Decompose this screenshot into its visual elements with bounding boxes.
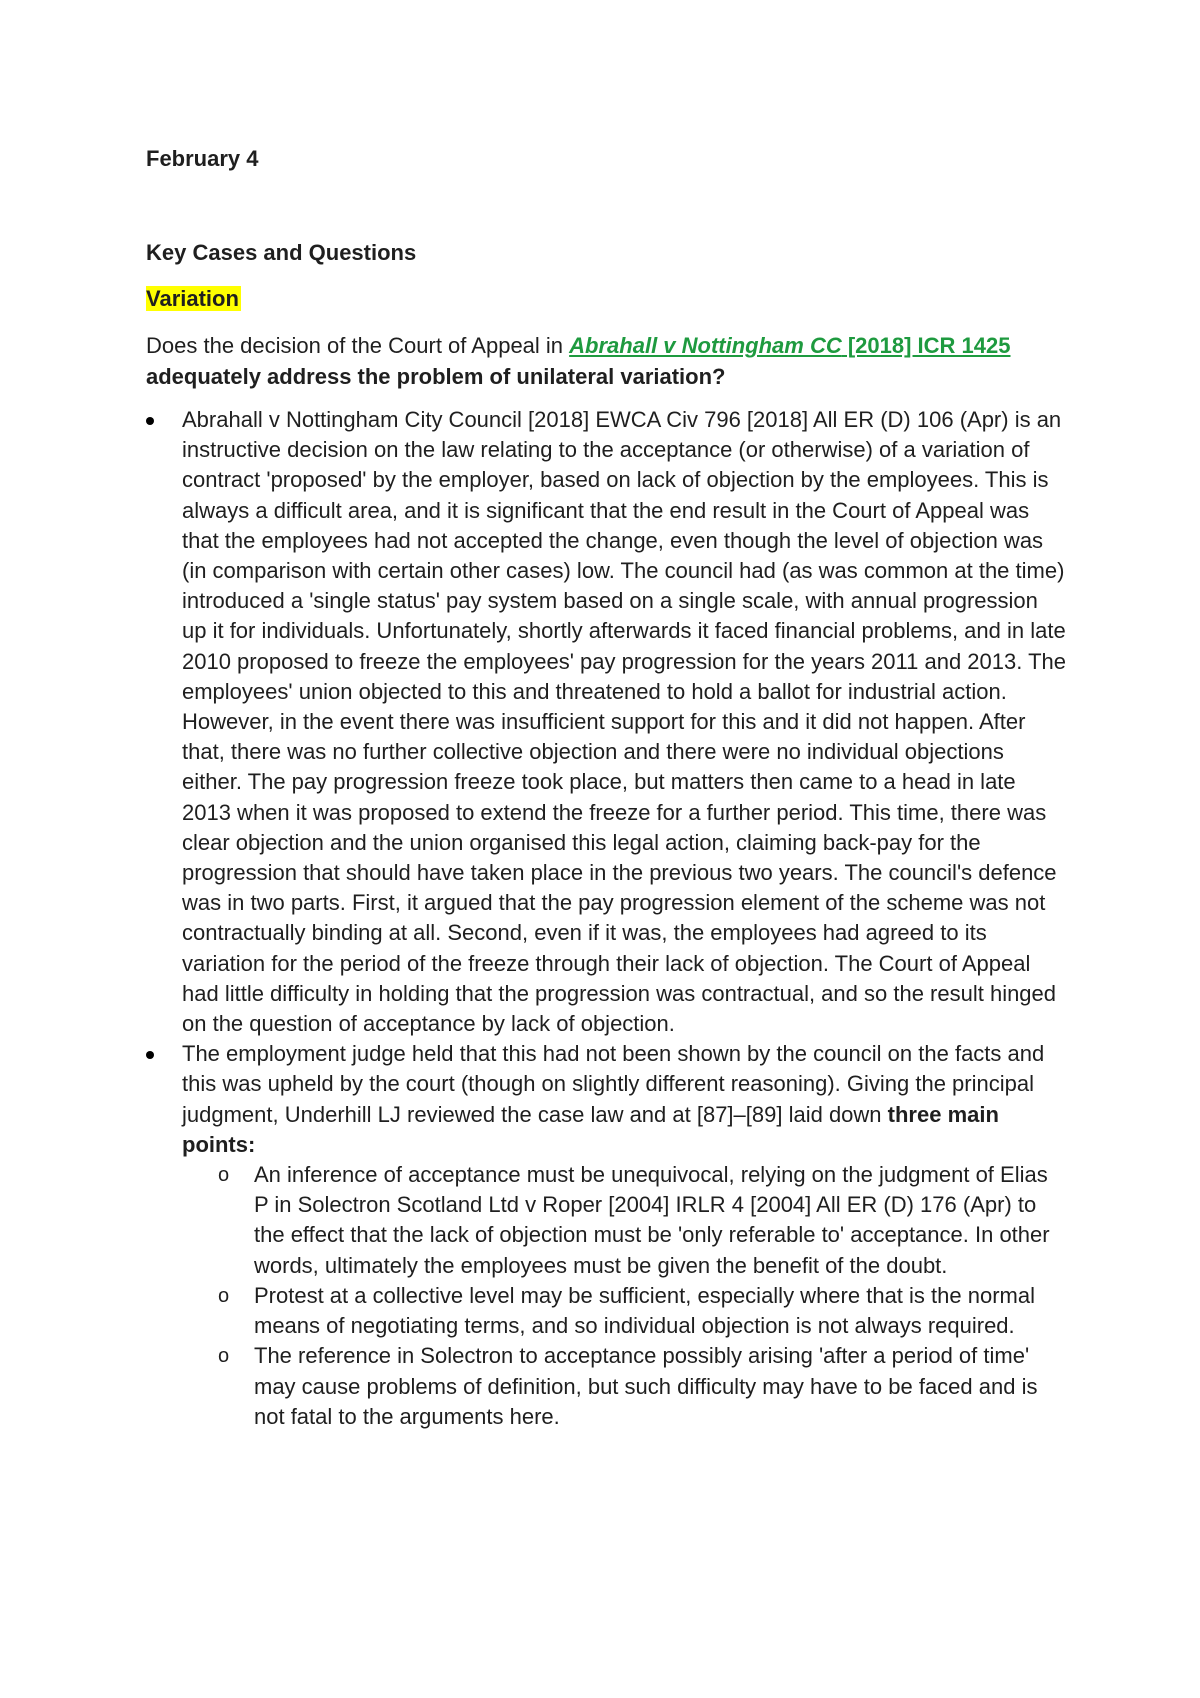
sub-list-item	[182, 1160, 1066, 1281]
date-heading: February 4	[146, 146, 259, 171]
sub-list-item	[182, 1341, 1066, 1432]
citation-link[interactable]: [2018] ICR 1425	[841, 333, 1011, 358]
topic-highlight: Variation	[146, 286, 239, 311]
bullet-dot-icon	[146, 417, 154, 425]
sub-list	[182, 1160, 1066, 1432]
topic-heading	[146, 286, 241, 312]
bullet-text: The employment judge held that this had not been shown by the council on the facts and this was upheld by the court (though on slightly different reasoning). Giving the principal judgment, Underhill LJ reviewed the case law and at [87]–[89] laid down	[182, 1041, 1045, 1127]
sub-bullet-marker: o	[218, 1284, 230, 1307]
sub-item-text: The reference in Solectron to acceptance possibly arising 'after a period of time' may cause problems of definition, but such difficulty may have to be faced and is not fatal to the arguments here.	[254, 1343, 1038, 1429]
list-item	[146, 1039, 1066, 1432]
bullet-bold-text: three main points:	[182, 1101, 999, 1157]
question-paragraph	[146, 330, 1066, 392]
sub-bullet-marker: o	[218, 1345, 230, 1368]
section-heading: Key Cases and Questions	[146, 240, 417, 265]
question-suffix: adequately address the problem of unilateral variation?	[146, 364, 726, 389]
sub-item-text: Protest at a collective level may be sufficient, especially where that is the normal means of negotiating terms, and so individual objection is not always required.	[254, 1282, 1035, 1339]
sub-item-text: An inference of acceptance must be unequivocal, relying on the judgment of Elias P in Solectron Scotland Ltd v Roper [2004] IRLR 4 [2004] All ER (D) 176 (Apr) to the effect that the lack of objection must be 'only referable to' acceptance. In other words, ultimately the employees must be given the benefit of the doubt.	[254, 1162, 1050, 1278]
bullet-text: Abrahall v Nottingham City Council [2018] EWCA Civ 796 [2018] All ER (D) 106 (Apr) is an instructive decision on the law relating to the acceptance (or otherwise) of a variation of contract 'proposed' by the employer, based on lack of objection by the employees. This is always a difficult area, and it is significant that the end result in the Court of Appeal was that the employees had not accepted the change, even though the level of objection was (in comparison with certain other cases) low. The council had (as was common at the time) introduced a 'single status' pay system based on a single scale, with annual progression up it for individuals. Unfortunately, shortly afterwards it faced financial problems, and in late 2010 proposed to freeze the employees' pay progression for the years 2011 and 2013. The employees' union objected to this and threatened to hold a ballot for industrial action. However, in the event there was insufficient support for this and it did not happen. After that, there was no further collective objection and there were no individual objections either. The pay progression freeze took place, but matters then came to a head in late 2013 when it was proposed to extend the freeze for a further period. This time, there was clear objection and the union organised this legal action, claiming back-pay for the progression that should have taken place in the previous two years. The council's defence was in two parts. First, it argued that the pay progression element of the scheme was not contractually binding at all. Second, even if it was, the employees had agreed to its variation for the period of the freeze through their lack of objection. The Court of Appeal had little difficulty in holding that the progression was contractual, and so the result hinged on the question of acceptance by lack of objection.	[182, 407, 1066, 1037]
sub-list-item	[182, 1281, 1066, 1341]
question-prefix: Does the decision of the Court of Appeal in	[146, 333, 570, 358]
sub-bullet-marker: o	[218, 1164, 230, 1187]
bullet-dot-icon	[146, 1051, 154, 1059]
list-item	[146, 405, 1066, 1039]
bullet-list	[146, 405, 1066, 1432]
case-link[interactable]: Abrahall v Nottingham CC	[569, 333, 842, 358]
